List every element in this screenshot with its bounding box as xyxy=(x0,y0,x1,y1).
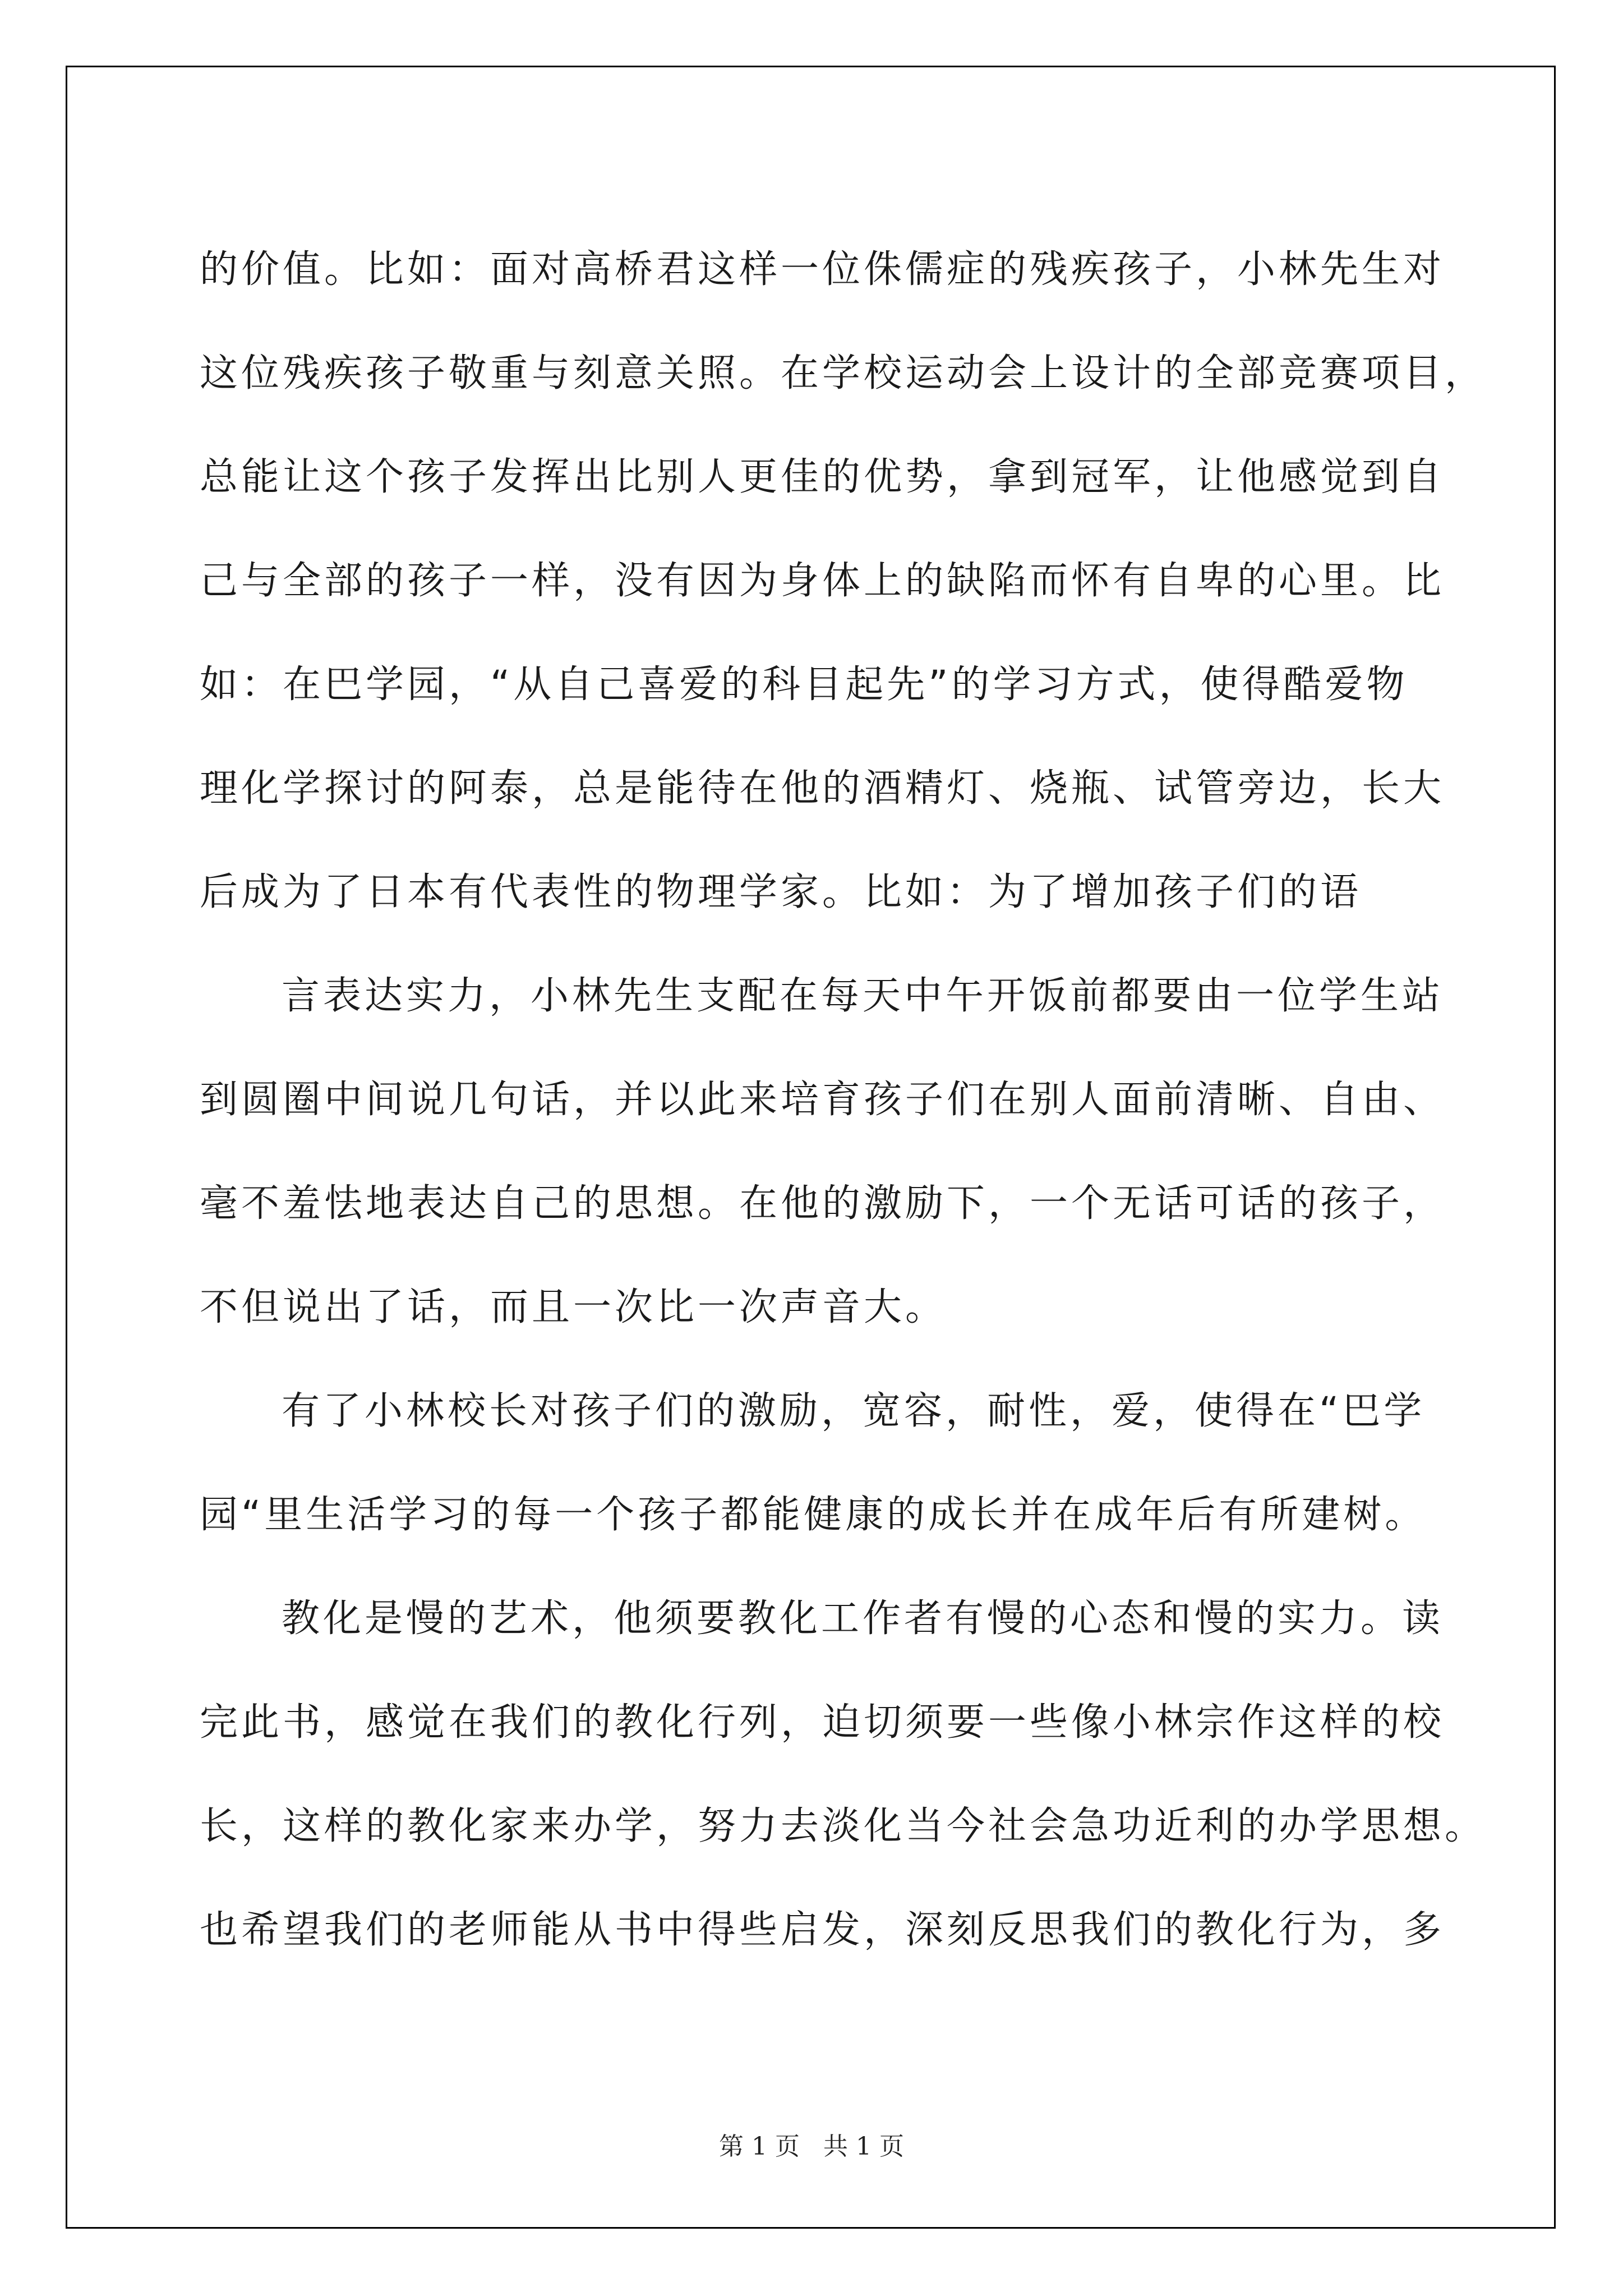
text-line: 总能让这个孩子发挥出比别人更佳的优势，拿到冠军，让他感觉到自 xyxy=(200,455,1445,499)
text-line: 长，这样的教化家来办学，努力去淡化当今社会急功近利的办学思想。 xyxy=(200,1804,1487,1848)
text-line: 园“里生活学习的每一个孩子都能健康的成长并在成年后有所建树。 xyxy=(200,1493,1427,1537)
text-line: 到圆圈中间说几句话，并以此来培育孩子们在别人面前清晰、自由、 xyxy=(200,1078,1445,1122)
page-footer: 第 1 页 共 1 页 xyxy=(719,2132,904,2161)
text-line: 如：在巴学园，“从自己喜爱的科目起先”的学习方式，使得酷爱物 xyxy=(200,662,1408,707)
text-line: 不但说出了话，而且一次比一次声音大。 xyxy=(200,1285,947,1329)
text-line: 这位残疾孩子敬重与刻意关照。在学校运动会上设计的全部竞赛项目， xyxy=(200,351,1487,395)
text-line: 言表达实力，小林先生支配在每天中午开饭前都要由一位学生站 xyxy=(282,974,1444,1018)
document-body xyxy=(200,218,1487,1982)
text-line: 教化是慢的艺术，他须要教化工作者有慢的心态和慢的实力。读 xyxy=(282,1596,1444,1641)
text-line: 有了小林校长对孩子们的激励，宽容，耐性，爱，使得在“巴学 xyxy=(282,1389,1426,1433)
text-line: 也希望我们的老师能从书中得些启发，深刻反思我们的教化行为，多 xyxy=(200,1908,1445,1952)
text-line: 理化学探讨的阿泰，总是能待在他的酒精灯、烧瓶、试管旁边，长大 xyxy=(200,766,1445,811)
text-line: 后成为了日本有代表性的物理学家。比如：为了增加孩子们的语 xyxy=(200,870,1362,914)
text-line: 完此书，感觉在我们的教化行列，迫切须要一些像小林宗作这样的校 xyxy=(200,1700,1445,1745)
text-line: 己与全部的孩子一样，没有因为身体上的缺陷而怀有自卑的心里。比 xyxy=(200,559,1445,603)
text-line: 的价值。比如：面对高桥君这样一位侏儒症的残疾孩子，小林先生对 xyxy=(200,247,1445,292)
text-line: 毫不羞怯地表达自己的思想。在他的激励下，一个无话可话的孩子， xyxy=(200,1181,1445,1226)
